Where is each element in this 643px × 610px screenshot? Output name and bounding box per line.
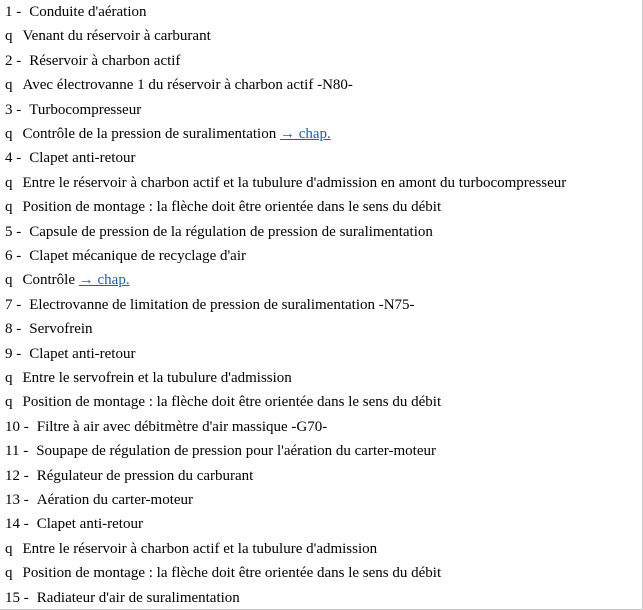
item-number: 6 - bbox=[5, 248, 22, 264]
item-number: 8 - bbox=[5, 321, 22, 338]
chapter-link[interactable]: → chap. bbox=[78, 272, 130, 289]
item-number: 1 - bbox=[5, 4, 22, 20]
bullet-marker: q bbox=[5, 370, 13, 386]
item-text: Réservoir à charbon actif bbox=[29, 52, 181, 69]
legend-item bbox=[5, 146, 135, 170]
bullet-marker: q bbox=[5, 199, 13, 216]
legend-item bbox=[5, 244, 246, 268]
legend-item bbox=[5, 586, 240, 610]
item-text: Clapet anti-retour bbox=[29, 150, 136, 167]
item-text: Entre le servofrein et la tubulure d'admission bbox=[22, 370, 292, 386]
item-text: Entre le réservoir à charbon actif et la tubulure d'admission en amont du turbocompresseur bbox=[22, 174, 567, 191]
item-text: Contrôle de la pression de suralimentation bbox=[22, 126, 277, 142]
item-text: Avec électrovanne 1 du réservoir à charbon actif -N80- bbox=[22, 77, 353, 94]
bullet-marker: q bbox=[5, 394, 13, 411]
item-text: Capsule de pression de la régulation de pression de suralimentation bbox=[29, 223, 433, 240]
legend-item bbox=[5, 98, 141, 122]
legend-item bbox=[5, 415, 327, 439]
item-number: 4 - bbox=[5, 150, 22, 167]
legend-item bbox=[5, 464, 253, 488]
legend-sub-item bbox=[5, 537, 377, 561]
bullet-marker: q bbox=[5, 540, 13, 557]
legend-sub-item bbox=[5, 73, 353, 97]
item-number: 7 - bbox=[5, 296, 22, 313]
item-number: 5 - bbox=[5, 223, 22, 240]
legend-item bbox=[5, 317, 93, 341]
item-text: Entre le réservoir à charbon actif et la tubulure d'admission bbox=[22, 540, 378, 557]
item-text: Position de montage : la flèche doit être orientée dans le sens du débit bbox=[22, 565, 442, 582]
legend-sub-item bbox=[5, 122, 331, 146]
legend-item bbox=[5, 512, 143, 536]
item-number: 15 - bbox=[5, 589, 29, 606]
item-text: Position de montage : la flèche doit être orientée dans le sens du débit bbox=[22, 199, 442, 216]
legend-item bbox=[5, 342, 135, 366]
item-text: Turbocompresseur bbox=[29, 101, 142, 118]
item-number: 10 - bbox=[5, 418, 29, 435]
bullet-marker: q bbox=[5, 272, 13, 289]
item-text: Radiateur d'air de suralimentation bbox=[36, 589, 240, 606]
legend-item bbox=[5, 488, 193, 512]
item-text: Position de montage : la flèche doit être orientée dans le sens du débit bbox=[22, 394, 442, 411]
legend-item bbox=[5, 0, 147, 24]
legend-sub-item bbox=[5, 268, 130, 292]
legend-sub-item bbox=[5, 366, 292, 390]
item-number: 9 - bbox=[5, 345, 22, 362]
legend-sub-item bbox=[5, 171, 566, 195]
bullet-marker: q bbox=[5, 126, 13, 142]
bullet-marker: q bbox=[5, 28, 13, 45]
item-text: Electrovanne de limitation de pression de suralimentation -N75- bbox=[29, 296, 415, 313]
legend-sub-item bbox=[5, 195, 441, 219]
item-text: Filtre à air avec débitmètre d'air massique -G70- bbox=[36, 418, 328, 435]
item-text: Contrôle bbox=[22, 272, 75, 289]
bullet-marker: q bbox=[5, 565, 13, 582]
legend-item bbox=[5, 220, 433, 244]
item-number: 2 - bbox=[5, 52, 22, 69]
bullet-marker: q bbox=[5, 77, 13, 94]
legend-item bbox=[5, 439, 436, 463]
item-text: Aération du carter-moteur bbox=[36, 492, 194, 508]
bullet-marker: q bbox=[5, 174, 13, 191]
legend-sub-item bbox=[5, 24, 211, 48]
item-text: Soupape de régulation de pression pour l'aération du carter-moteur bbox=[36, 443, 436, 460]
item-text: Venant du réservoir à carburant bbox=[22, 28, 211, 45]
item-text: Clapet mécanique de recyclage d'air bbox=[29, 248, 247, 264]
item-text: Régulateur de pression du carburant bbox=[36, 467, 254, 484]
legend-item bbox=[5, 293, 415, 317]
legend-item bbox=[5, 49, 180, 73]
item-number: 12 - bbox=[5, 467, 29, 484]
item-text: Clapet anti-retour bbox=[36, 516, 143, 533]
legend-sub-item bbox=[5, 561, 441, 585]
item-text: Clapet anti-retour bbox=[29, 345, 136, 362]
item-number: 11 - bbox=[5, 443, 29, 460]
chapter-link[interactable]: → chap. bbox=[279, 126, 331, 142]
item-number: 14 - bbox=[5, 516, 29, 533]
item-text: Servofrein bbox=[29, 321, 93, 338]
item-number: 3 - bbox=[5, 101, 22, 118]
item-text: Conduite d'aération bbox=[29, 4, 147, 20]
item-number: 13 - bbox=[5, 492, 29, 508]
legend-sub-item bbox=[5, 390, 441, 414]
